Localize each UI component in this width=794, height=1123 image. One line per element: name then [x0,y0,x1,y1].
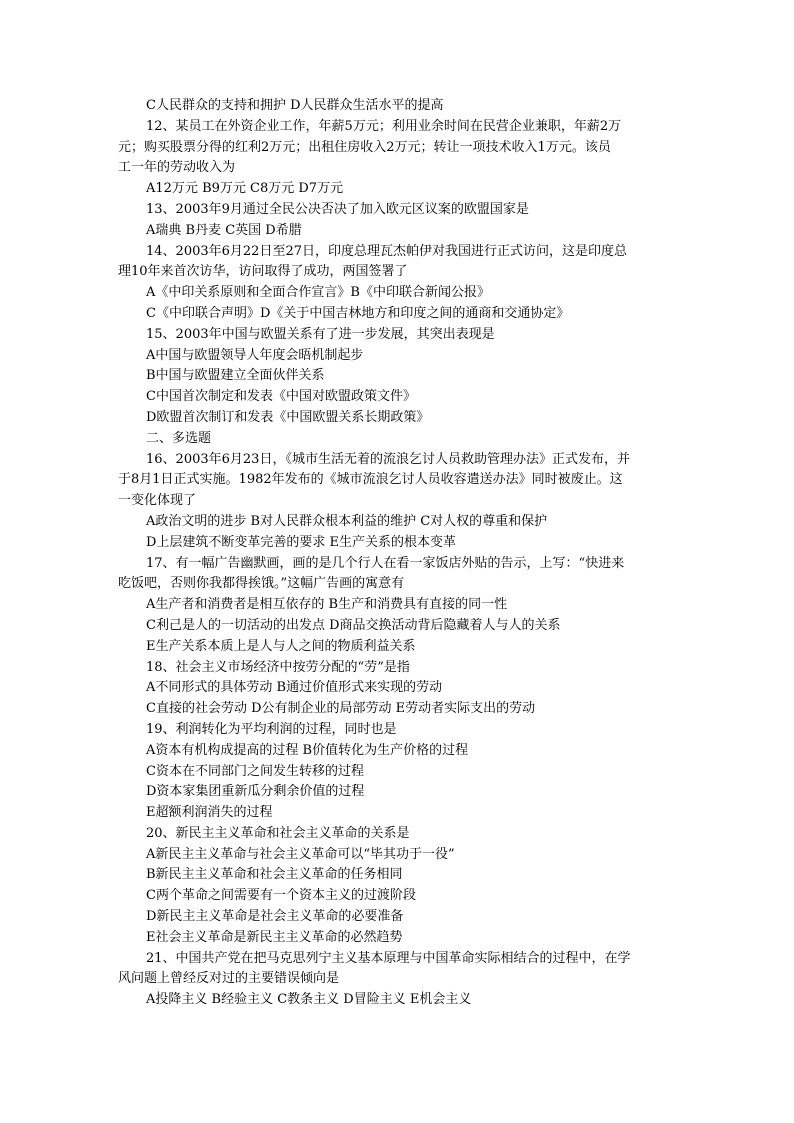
text-line: A不同形式的具体劳动 B通过价值形式来实现的劳动 [146,680,443,696]
text-line: A中国与欧盟领导人年度会晤机制起步 [146,347,364,363]
text-line: D上层建筑不断变革完善的要求 E生产关系的根本变革 [146,534,457,550]
text-line: C中国首次制定和发表《中国对欧盟政策文件》 [146,389,416,405]
text-line: 工一年的劳动收入为 [118,160,236,176]
text-line: C《中印联合声明》D《关于中国吉林地方和印度之间的通商和交通协定》 [146,305,570,321]
text-line: 16、2003年6月23日，《城市生活无着的流浪乞讨人员救助管理办法》正式发布，并 [146,451,630,467]
text-line: A政治文明的进步 B对人民群众根本利益的维护 C对人权的尊重和保护 [146,513,548,529]
text-line: 一变化体现了 [118,493,197,509]
text-line: E生产关系本质上是人与人之间的物质利益关系 [146,638,416,654]
document-body [118,96,678,1011]
text-line: B新民主主义革命和社会主义革命的任务相同 [146,867,403,883]
text-line: 18、社会主义市场经济中按劳分配的“劳”是指 [146,659,410,675]
text-line: 19、利润转化为平均利润的过程，同时也是 [146,721,397,737]
text-line: E超额利润消失的过程 [146,805,273,821]
text-line: 14、2003年6月22日至27日，印度总理瓦杰帕伊对我国进行正式访问，这是印度总 [146,243,627,259]
text-line: D欧盟首次制订和发表《中国欧盟关系长期政策》 [146,409,430,425]
text-line: E社会主义革命是新民主主义革命的必然趋势 [146,929,403,945]
text-line: 理10年来首次访华，访问取得了成功，两国签署了 [118,264,408,280]
text-line: 元；购买股票分得的红利2万元；出租住房收入2万元；转让一项技术收入1万元。该员 [118,139,611,155]
text-line: A生产者和消费者是相互依存的 B生产和消费具有直接的同一性 [146,597,508,613]
text-line: 风问题上曾经反对过的主要错误倾向是 [118,971,340,987]
text-line: 17、有一幅广告幽默画，画的是几个行人在看一家饭店外贴的告示，上写：“快进来 [146,555,625,571]
text-line: 吃饭吧，否则你我都得挨饿。”这幅广告画的寓意有 [118,576,405,592]
text-line: 于8月1日正式实施。1982年发布的《城市流浪乞讨人员收容遣送办法》同时被废止。这 [118,472,623,488]
text-line: C直接的社会劳动 D公有制企业的局部劳动 E劳动者实际支出的劳动 [146,701,536,717]
text-line: D新民主主义革命是社会主义革命的必要准备 [146,909,404,925]
text-line: B中国与欧盟建立全面伙伴关系 [146,368,325,384]
text-line: A《中印关系原则和全面合作宣言》B《中印联合新闻公报》 [146,285,490,301]
text-line: C两个革命之间需要有一个资本主义的过渡阶段 [146,888,416,904]
text-line: A12万元 B9万元 C8万元 D7万元 [146,181,344,197]
text-line: 15、2003年中国与欧盟关系有了进一步发展，其突出表现是 [146,326,495,342]
text-line: 12、某员工在外资企业工作，年薪5万元；利用业余时间在民营企业兼职，年薪2万 [146,118,622,134]
text-line: 21、中国共产党在把马克思列宁主义基本原理与中国革命实际相结合的过程中，在学 [146,950,631,966]
text-line: C利己是人的一切活动的出发点 D商品交换活动背后隐藏着人与人的关系 [146,617,561,633]
text-line: 二、多选题 [146,430,212,446]
text-line: 20、新民主主义革命和社会主义革命的关系是 [146,825,410,841]
text-line: A资本有机构成提高的过程 B价值转化为生产价格的过程 [146,742,469,758]
text-line: 13、2003年9月通过全民公决否决了加入欧元区议案的欧盟国家是 [146,201,529,217]
text-line: C资本在不同部门之间发生转移的过程 [146,763,364,779]
text-line: C人民群众的支持和拥护 D人民群众生活水平的提高 [146,98,444,113]
text-line: A投降主义 B经验主义 C教条主义 D冒险主义 E机会主义 [146,992,472,1008]
text-line: A瑞典 B丹麦 C英国 D希腊 [146,222,302,238]
text-line: A新民主主义革命与社会主义革命可以“毕其功于一役” [146,846,455,862]
text-line: D资本家集团重新瓜分剩余价值的过程 [146,784,365,800]
